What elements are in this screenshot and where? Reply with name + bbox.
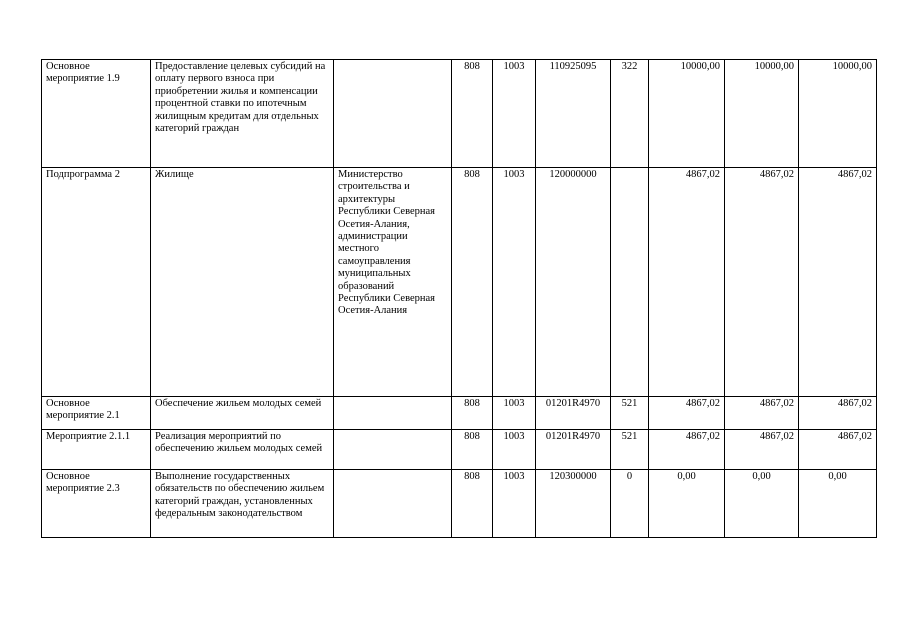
row-rzpr-cell: 1003: [493, 168, 536, 397]
row-vr-cell: [611, 168, 649, 397]
row-vr-cell: 521: [611, 397, 649, 430]
row-title-cell: Предоставление целевых субсидий на оплату первого взноса при приобретении жилья и компенсации процентной ставки по ипотечным жилищным кредитам для отдельных категорий граждан: [151, 60, 334, 168]
row-grbs-cell: 808: [452, 430, 493, 470]
row-title-cell: Жилище: [151, 168, 334, 397]
row-name-cell: Подпрограмма 2: [42, 168, 151, 397]
row-year1-cell: 10000,00: [649, 60, 725, 168]
row-name-cell: Основное мероприятие 1.9: [42, 60, 151, 168]
row-vr-cell: 521: [611, 430, 649, 470]
row-year2-cell: 10000,00: [725, 60, 799, 168]
row-year3-cell: 4867,02: [799, 397, 877, 430]
row-vr-cell: 0: [611, 470, 649, 538]
row-year1-cell: 4867,02: [649, 430, 725, 470]
row-executor-cell: [334, 470, 452, 538]
table-row: [42, 60, 877, 168]
row-executor-cell: [334, 60, 452, 168]
row-year2-cell: 4867,02: [725, 397, 799, 430]
row-executor-cell: Министерство строительства и архитектуры Республики Северная Осетия-Алания, администрации местного самоуправления муниципальных образований Республики Северная Осетия-Алания: [334, 168, 452, 397]
row-grbs-cell: 808: [452, 397, 493, 430]
row-year2-cell: 0,00: [725, 470, 799, 538]
row-year1-cell: 0,00: [649, 470, 725, 538]
row-year2-cell: 4867,02: [725, 430, 799, 470]
budget-program-table: [41, 59, 877, 538]
row-name-cell: Мероприятие 2.1.1: [42, 430, 151, 470]
table-row: [42, 470, 877, 538]
row-rzpr-cell: 1003: [493, 430, 536, 470]
row-rzpr-cell: 1003: [493, 60, 536, 168]
row-year3-cell: 10000,00: [799, 60, 877, 168]
row-csr-cell: 120000000: [536, 168, 611, 397]
row-csr-cell: 01201R4970: [536, 397, 611, 430]
row-rzpr-cell: 1003: [493, 397, 536, 430]
table-row: [42, 397, 877, 430]
row-csr-cell: 120300000: [536, 470, 611, 538]
table-row: [42, 168, 877, 397]
row-year2-cell: 4867,02: [725, 168, 799, 397]
row-executor-cell: [334, 397, 452, 430]
row-title-cell: Обеспечение жильем молодых семей: [151, 397, 334, 430]
row-title-cell: Выполнение государственных обязательств по обеспечению жильем категорий граждан, установленных федеральным законодательством: [151, 470, 334, 538]
row-year1-cell: 4867,02: [649, 168, 725, 397]
row-grbs-cell: 808: [452, 168, 493, 397]
row-year1-cell: 4867,02: [649, 397, 725, 430]
row-name-cell: Основное мероприятие 2.3: [42, 470, 151, 538]
row-csr-cell: 110925095: [536, 60, 611, 168]
table-row: [42, 430, 877, 470]
row-rzpr-cell: 1003: [493, 470, 536, 538]
row-vr-cell: 322: [611, 60, 649, 168]
row-grbs-cell: 808: [452, 60, 493, 168]
row-year3-cell: 4867,02: [799, 430, 877, 470]
row-csr-cell: 01201R4970: [536, 430, 611, 470]
row-executor-cell: [334, 430, 452, 470]
row-name-cell: Основное мероприятие 2.1: [42, 397, 151, 430]
row-grbs-cell: 808: [452, 470, 493, 538]
row-year3-cell: 4867,02: [799, 168, 877, 397]
row-title-cell: Реализация мероприятий по обеспечению жильем молодых семей: [151, 430, 334, 470]
row-year3-cell: 0,00: [799, 470, 877, 538]
